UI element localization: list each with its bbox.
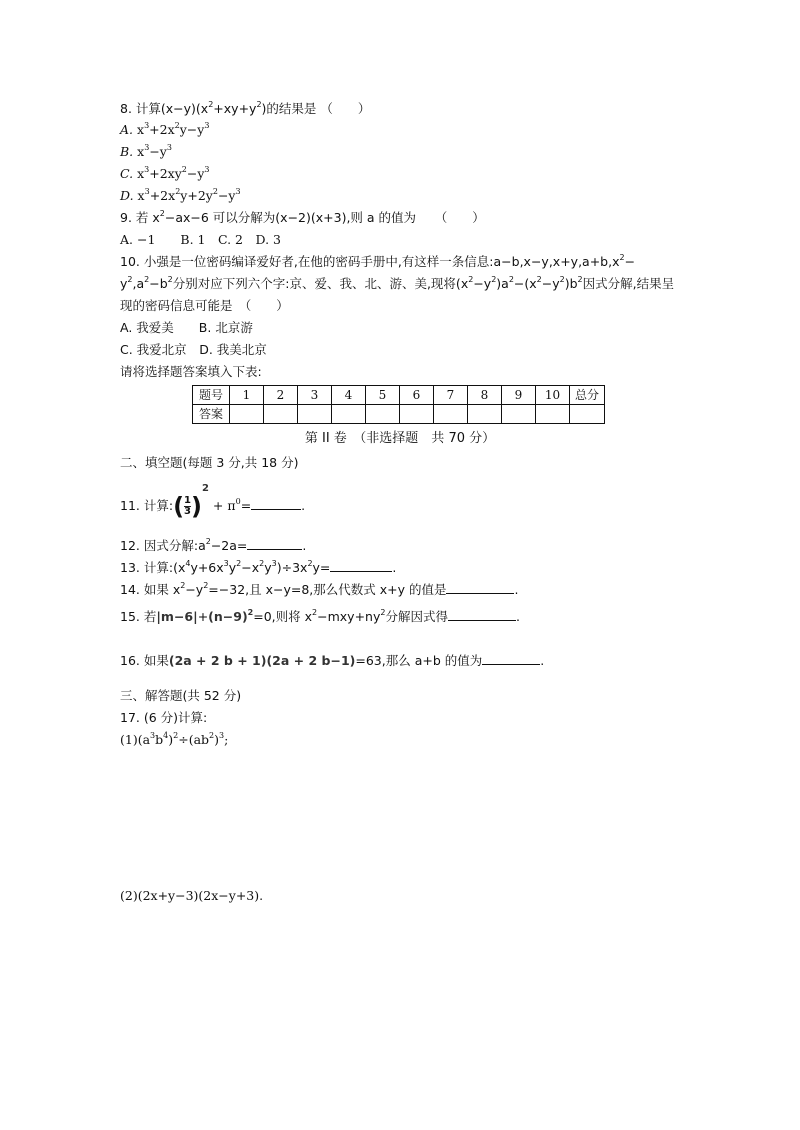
- answer-table: [192, 385, 605, 424]
- header-total-cell: 总分: [570, 386, 605, 405]
- q14: 14. 如果 $x^2-y^2=-32$,且 x−y=8,那么代数式 x+y 的值是 .: [120, 580, 519, 597]
- q8-option-b: B. $x^3-y^3$: [120, 142, 172, 159]
- header-label-cell: 题号: [193, 386, 230, 405]
- answer-label-cell: 答案: [193, 405, 230, 424]
- q16-answer-blank[interactable]: [482, 652, 540, 665]
- q16: 16. 如果(2a + 2 b + 1)(2a + 2 b−1)=63,那么 a+b 的值为 .: [120, 653, 545, 668]
- answer-table-intro: 请将选择题答案填入下表:: [120, 364, 262, 379]
- answer-cell[interactable]: [570, 405, 605, 424]
- header-num-cell: 6: [400, 386, 434, 405]
- q9-options: A. −1 B. 1 C. 2 D. 3: [120, 232, 281, 247]
- header-num-cell: 4: [332, 386, 366, 405]
- q12: 12. 因式分解$:a^2-2a=$ .: [120, 536, 307, 553]
- answer-cell[interactable]: [400, 405, 434, 424]
- answer-cell[interactable]: [536, 405, 570, 424]
- q10-options-ab: A. 我爱美 B. 北京游: [120, 320, 253, 335]
- q15: 15. 若$|m-6|+(n-9)^2=0$,则将 $x^2-mxy+ny^2$分解因式得 .: [120, 607, 520, 624]
- q14-answer-blank[interactable]: [446, 581, 514, 594]
- header-num-cell: 10: [536, 386, 570, 405]
- q8-option-a: A. $x^3+2x^2y-y^3$: [120, 120, 210, 137]
- header-num-cell: 1: [230, 386, 264, 405]
- q11-answer-blank[interactable]: [251, 497, 301, 510]
- answer-cell[interactable]: [264, 405, 298, 424]
- header-num-cell: 7: [434, 386, 468, 405]
- abs-m-minus-6: |m−6|: [156, 609, 198, 624]
- q10-stem-line2: $y^2,a^2-b^2$分别对应下列六个字:京、爱、我、北、游、美,现将$(x^2-y^2)a^2-(x^2-y^2)b^2$因式分解,结果呈: [120, 274, 675, 291]
- answer-cell[interactable]: [502, 405, 536, 424]
- answer-cell[interactable]: [298, 405, 332, 424]
- q11: 11. 计算:( $\frac{1}{3}$ )$^2 + \pi^0=$ .: [120, 482, 306, 521]
- answer-cell[interactable]: [468, 405, 502, 424]
- q15-answer-blank[interactable]: [448, 608, 516, 621]
- q17-stem: 17. (6 分)计算:: [120, 710, 208, 725]
- answer-cell[interactable]: [434, 405, 468, 424]
- answer-cell[interactable]: [332, 405, 366, 424]
- fraction-one-third: $\frac{1}{3}$: [184, 495, 192, 517]
- q10-stem-line1: 10. 小强是一位密码编译爱好者,在他的密码手册中,有这样一条信息$:a-b,x-y,x+y,a+b,x^2-$: [120, 252, 636, 269]
- answer-cell[interactable]: [366, 405, 400, 424]
- header-num-cell: 9: [502, 386, 536, 405]
- q13: 13. 计算$:(x^4y+6x^3y^2-x^2y^3)\div 3x^2y=$ .: [120, 558, 397, 575]
- q17-part2: (2)(2x+y−3)(2x−y+3).: [120, 888, 264, 903]
- section2-title: 二、填空题(每题 3 分,共 18 分): [120, 455, 299, 470]
- q9-stem: 9. 若 $x^2-ax-6$ 可以分解为(x−2)(x+3),则 a 的值为 （ ）: [120, 208, 485, 225]
- q17-part1: $(1)(a^3b^4)^2\div(ab^2)^3$;: [120, 730, 229, 747]
- section3-title: 三、解答题(共 52 分): [120, 688, 242, 703]
- q10-stem-line3: 现的密码信息可能是 （ ）: [120, 298, 289, 313]
- q13-answer-blank[interactable]: [330, 559, 392, 572]
- q10-options-cd: C. 我爱北京 D. 我美北京: [120, 342, 267, 357]
- q8-option-c: C. $x^3+2xy^2-y^3$: [120, 164, 210, 181]
- q12-answer-blank[interactable]: [247, 537, 302, 550]
- answer-table-header-row: [193, 386, 605, 405]
- n-minus-9-squared: (n−9): [208, 609, 248, 624]
- answer-cell[interactable]: [230, 405, 264, 424]
- q16-expression: (2a + 2 b + 1)(2a + 2 b−1): [168, 653, 356, 668]
- header-num-cell: 8: [468, 386, 502, 405]
- header-num-cell: 2: [264, 386, 298, 405]
- answer-table-answer-row: [193, 405, 605, 424]
- q8-stem: 8. 计算$(x-y)(x^2+xy+y^2)$的结果是 （ ）: [120, 99, 371, 116]
- part2-title: 第 II 卷 （非选择题 共 70 分）: [304, 431, 496, 446]
- q8-option-d: D. $x^3+2x^2y+2y^2-y^3$: [120, 186, 241, 203]
- header-num-cell: 3: [298, 386, 332, 405]
- header-num-cell: 5: [366, 386, 400, 405]
